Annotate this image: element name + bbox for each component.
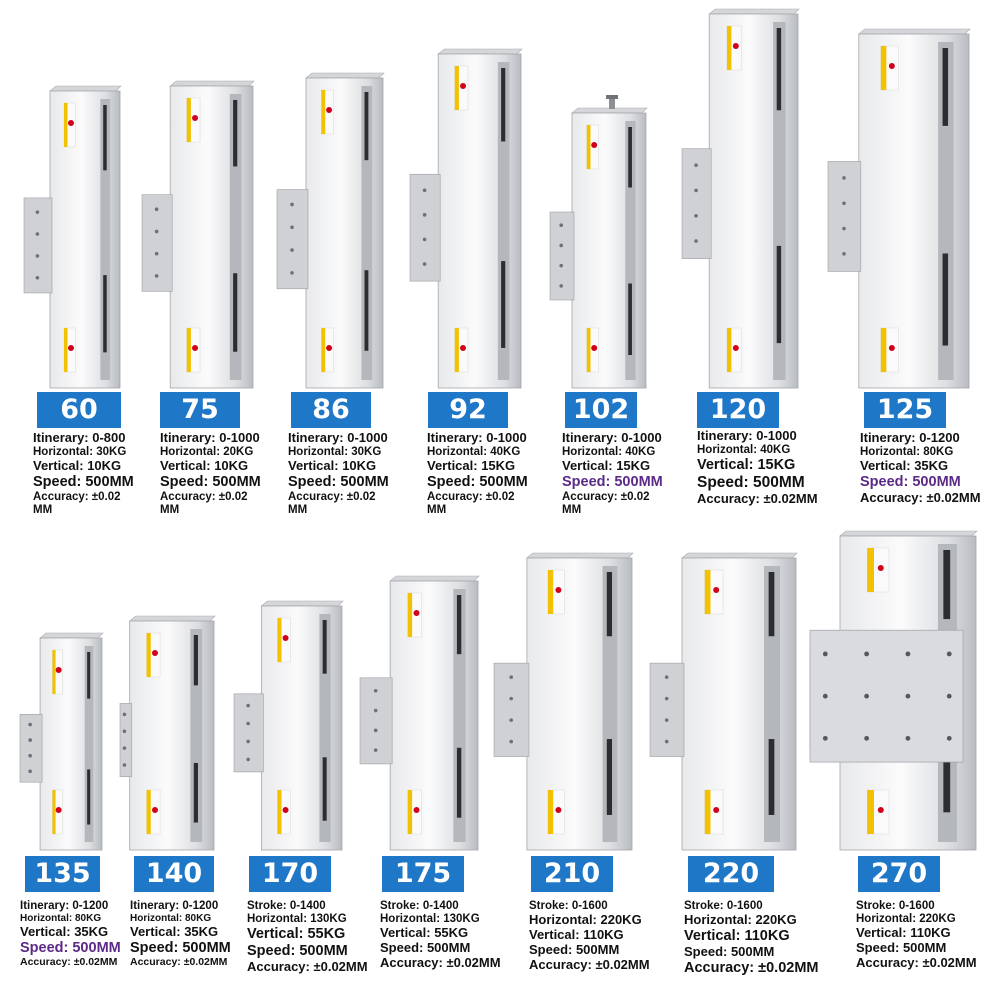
warning-icon: [192, 345, 198, 351]
spec-vertical: Vertical: 35KG: [860, 458, 949, 474]
mount-hole: [423, 238, 427, 242]
spec-horizontal: Horizontal: 130KG: [380, 913, 480, 926]
mount-hole: [28, 738, 32, 742]
mount-hole: [28, 754, 32, 758]
warning-stripe: [64, 328, 68, 372]
mount-hole: [509, 697, 513, 701]
warning-stripe: [64, 103, 68, 147]
warning-stripe: [277, 618, 281, 662]
mount-hole: [36, 210, 40, 214]
mount-hole: [842, 227, 846, 231]
module-top-cap: [438, 49, 522, 54]
warning-icon: [460, 345, 466, 351]
warning-stripe: [408, 790, 412, 834]
spec-speed: Speed: 500MM: [247, 943, 348, 960]
linear-module-drawing: [808, 530, 978, 852]
mount-hole: [155, 252, 159, 256]
warning-icon: [414, 610, 420, 616]
spec-horizontal: Horizontal: 220KG: [529, 912, 642, 928]
spec-horizontal: Horizontal: 40KG: [697, 443, 791, 456]
linear-module-drawing: [408, 48, 523, 390]
mount-hole: [374, 689, 378, 693]
mount-hole: [246, 704, 250, 708]
spec-list: [562, 431, 663, 517]
module-slot: [87, 652, 90, 699]
warning-icon: [733, 43, 739, 49]
mount-hole: [559, 244, 563, 248]
mount-hole: [694, 189, 698, 193]
spec-accuracy: Accuracy: ±0.02MM: [860, 489, 981, 505]
mount-hole: [665, 675, 669, 679]
mount-hole: [36, 276, 40, 280]
spec-vertical: Vertical: 10KG: [160, 458, 249, 474]
mount-hole: [864, 736, 869, 741]
linear-module-image: [18, 632, 104, 852]
warning-stripe: [321, 90, 325, 134]
module-slot: [365, 270, 369, 351]
warning-stripe: [147, 790, 151, 834]
spec-accuracy-unit: MM: [427, 503, 447, 516]
mount-hole: [374, 748, 378, 752]
spec-vertical: Vertical: 110KG: [529, 927, 624, 943]
warning-stripe: [147, 633, 151, 677]
spec-stroke: Stroke: 0-1400: [247, 900, 326, 912]
warning-icon: [591, 345, 597, 351]
warning-icon: [192, 115, 198, 121]
spec-list: [33, 431, 134, 517]
spec-accuracy: Accuracy: ±0.02: [33, 490, 121, 503]
spec-speed: Speed: 500MM: [427, 474, 528, 491]
spec-list: [856, 900, 977, 971]
module-slot: [194, 763, 198, 823]
spec-accuracy: Accuracy: ±0.02MM: [247, 958, 368, 974]
warning-stripe: [455, 328, 459, 372]
spec-list: [130, 900, 231, 968]
warning-icon: [889, 63, 895, 69]
mount-hole: [123, 763, 127, 767]
mount-hole: [559, 223, 563, 227]
spec-horizontal: Horizontal: 130KG: [247, 913, 347, 926]
warning-icon: [460, 83, 466, 89]
spec-list: [20, 900, 121, 968]
spec-speed: Speed: 500MM: [697, 473, 805, 491]
mount-hole: [509, 718, 513, 722]
module-top-cap: [261, 601, 343, 606]
module-slot: [628, 127, 632, 188]
spec-accuracy-unit: MM: [33, 503, 53, 516]
mount-hole: [947, 694, 952, 699]
module-top-cap: [170, 81, 254, 86]
size-badge: 170: [249, 856, 331, 892]
spec-stroke: Stroke: 0-1400: [380, 900, 459, 912]
spec-list: [684, 900, 819, 976]
mount-hole: [906, 736, 911, 741]
mount-hole: [374, 709, 378, 713]
spec-speed: Speed: 500MM: [160, 474, 261, 491]
linear-module-image: [118, 615, 216, 852]
mount-hole: [290, 271, 294, 275]
linear-module-image: [408, 48, 523, 390]
spec-speed: Speed: 500MM: [684, 943, 775, 959]
linear-module-drawing: [18, 632, 104, 852]
warning-icon: [152, 650, 158, 656]
linear-module-image: [140, 80, 255, 390]
module-slot: [323, 757, 327, 820]
module-slot: [501, 261, 505, 348]
mount-hole: [423, 213, 427, 217]
mount-hole: [694, 214, 698, 218]
spec-stroke: Stroke: 0-1600: [684, 900, 763, 912]
spec-speed: Speed: 500MM: [33, 474, 134, 491]
mount-hole: [694, 239, 698, 243]
linear-module-image: [648, 552, 798, 852]
spec-accuracy: Accuracy: ±0.02MM: [856, 955, 977, 971]
warning-icon: [713, 587, 719, 593]
mount-hole: [123, 713, 127, 717]
size-badge: 92: [428, 392, 508, 428]
mount-hole: [155, 207, 159, 211]
warning-icon: [68, 120, 74, 126]
spec-itinerary: Itinerary: 0-1000: [160, 430, 260, 445]
warning-stripe: [727, 328, 731, 372]
module-slot: [607, 572, 612, 636]
spec-horizontal: Horizontal: 40KG: [427, 445, 521, 458]
mount-hole: [694, 163, 698, 167]
linear-module-drawing: [232, 600, 344, 852]
module-top-cap: [390, 576, 479, 581]
mount-hole: [906, 694, 911, 699]
spec-accuracy: Accuracy: ±0.02MM: [697, 490, 818, 506]
mount-hole: [559, 284, 563, 288]
module-slot: [777, 246, 781, 343]
module-top-cap: [50, 86, 121, 91]
warning-icon: [56, 807, 62, 813]
module-slot: [769, 739, 775, 815]
linear-module-drawing: [492, 552, 634, 852]
warning-stripe: [867, 790, 874, 834]
module-slot: [943, 550, 950, 619]
spec-itinerary: Itinerary: 0-1200: [130, 900, 219, 912]
warning-stripe: [727, 26, 731, 70]
warning-icon: [56, 667, 62, 673]
spec-horizontal: Horizontal: 80KG: [860, 445, 954, 458]
module-slot: [457, 748, 461, 818]
linear-module-drawing: [22, 85, 122, 390]
warning-icon: [283, 807, 289, 813]
spec-accuracy: Accuracy: ±0.02MM: [20, 956, 118, 969]
warning-stripe: [455, 66, 459, 110]
spec-horizontal: Horizontal: 40KG: [562, 445, 656, 458]
linear-module-image: [275, 72, 385, 390]
mount-hole: [423, 262, 427, 266]
spec-speed: Speed: 500MM: [856, 940, 947, 956]
spec-speed: Speed: 500MM: [529, 942, 620, 958]
warning-icon: [68, 345, 74, 351]
mount-hole: [28, 723, 32, 727]
warning-icon: [555, 807, 561, 813]
warning-icon: [283, 635, 289, 641]
spec-horizontal: Horizontal: 30KG: [288, 445, 382, 458]
size-badge: 210: [531, 856, 613, 892]
mount-hole: [864, 652, 869, 657]
module-top-cap: [682, 553, 797, 558]
warning-stripe: [867, 548, 874, 592]
mount-hole: [823, 694, 828, 699]
warning-icon: [414, 807, 420, 813]
spec-accuracy: Accuracy: ±0.02: [427, 490, 515, 503]
warning-icon: [878, 565, 884, 571]
warning-icon: [152, 807, 158, 813]
size-badge: 140: [134, 856, 214, 892]
spec-vertical: Vertical: 15KG: [697, 457, 796, 474]
warning-stripe: [705, 570, 711, 614]
mount-hole: [559, 264, 563, 268]
spec-vertical: Vertical: 10KG: [288, 458, 377, 474]
spec-accuracy: Accuracy: ±0.02: [562, 490, 650, 503]
mount-hole: [36, 232, 40, 236]
mount-hole: [665, 718, 669, 722]
module-slot: [457, 595, 461, 654]
module-slot: [501, 68, 505, 141]
linear-module-image: [808, 530, 978, 852]
linear-module-drawing: [275, 72, 385, 390]
mount-hole: [246, 758, 250, 762]
mount-hole: [906, 652, 911, 657]
linear-module-image: [358, 575, 480, 852]
module-slot: [103, 105, 107, 170]
mount-hole: [246, 722, 250, 726]
module-slot: [365, 92, 369, 160]
mount-hole: [509, 675, 513, 679]
spec-vertical: Vertical: 10KG: [33, 458, 122, 474]
warning-stripe: [548, 570, 553, 614]
spec-accuracy: Accuracy: ±0.02: [288, 490, 376, 503]
size-badge: 102: [565, 392, 637, 428]
warning-stripe: [881, 328, 887, 372]
mount-hole: [509, 740, 513, 744]
warning-stripe: [321, 328, 325, 372]
size-badge: 135: [25, 856, 100, 892]
mount-hole: [290, 203, 294, 207]
mount-hole: [155, 274, 159, 278]
spec-speed: Speed: 500MM: [130, 939, 231, 956]
linear-module-drawing: [648, 552, 798, 852]
mount-hole: [842, 201, 846, 205]
spec-itinerary: Itinerary: 0-1000: [427, 430, 527, 445]
module-slot: [777, 28, 781, 110]
mount-hole: [290, 225, 294, 229]
mount-hole: [823, 652, 828, 657]
module-top-cap: [40, 633, 103, 638]
spec-vertical: Vertical: 110KG: [856, 925, 951, 941]
spec-vertical: Vertical: 15KG: [427, 458, 516, 474]
warning-icon: [889, 345, 895, 351]
size-badge: 60: [37, 392, 121, 428]
module-slot: [943, 253, 949, 345]
module-slot: [943, 48, 949, 126]
module-slot: [194, 635, 198, 685]
module-top-cap: [306, 73, 384, 78]
spec-stroke: Stroke: 0-1600: [529, 900, 608, 912]
module-top-cap: [859, 29, 970, 34]
module-slot: [87, 769, 90, 824]
warning-stripe: [187, 328, 191, 372]
size-badge: 270: [858, 856, 940, 892]
spec-accuracy: Accuracy: ±0.02MM: [684, 959, 819, 976]
mount-hole: [947, 652, 952, 657]
spec-vertical: Vertical: 35KG: [20, 923, 109, 939]
mount-hole: [823, 736, 828, 741]
spec-vertical: Vertical: 55KG: [380, 925, 469, 941]
linear-module-drawing: [826, 28, 971, 390]
spec-accuracy: Accuracy: ±0.02MM: [529, 957, 650, 973]
spec-accuracy-unit: MM: [288, 503, 308, 516]
linear-module-drawing: [358, 575, 480, 852]
mount-hole: [864, 694, 869, 699]
linear-module-image: [548, 95, 648, 390]
spec-accuracy: Accuracy: ±0.02MM: [380, 955, 501, 971]
spec-itinerary: Itinerary: 0-1000: [288, 430, 388, 445]
carriage-top-plate: [810, 630, 963, 762]
mount-hole: [665, 740, 669, 744]
warning-icon: [555, 587, 561, 593]
warning-stripe: [408, 593, 412, 637]
module-slot: [323, 620, 327, 674]
linear-module-image: [680, 8, 800, 390]
spec-vertical: Vertical: 55KG: [247, 926, 346, 943]
spec-speed: Speed: 500MM: [380, 940, 471, 956]
spec-horizontal: Horizontal: 30KG: [33, 445, 127, 458]
spec-list: [380, 900, 501, 971]
motor-cap: [606, 95, 618, 99]
module-top-cap: [709, 9, 799, 14]
spec-speed: Speed: 500MM: [860, 474, 961, 491]
spec-list: [427, 431, 528, 517]
size-badge: 125: [864, 392, 946, 428]
mount-hole: [123, 729, 127, 733]
spec-accuracy-unit: MM: [562, 503, 582, 516]
spec-itinerary: Itinerary: 0-1000: [562, 430, 662, 445]
spec-speed: Speed: 500MM: [288, 474, 389, 491]
spec-list: [288, 431, 389, 517]
spec-horizontal: Horizontal: 80KG: [20, 913, 102, 925]
mount-hole: [842, 252, 846, 256]
warning-icon: [326, 107, 332, 113]
mount-hole: [155, 230, 159, 234]
warning-stripe: [881, 46, 887, 90]
module-top-cap: [527, 553, 633, 558]
linear-module-drawing: [140, 80, 255, 390]
size-badge: 86: [291, 392, 371, 428]
size-badge: 120: [697, 392, 779, 428]
warning-stripe: [705, 790, 711, 834]
warning-stripe: [587, 125, 591, 169]
mount-hole: [290, 248, 294, 252]
warning-stripe: [587, 328, 591, 372]
spec-vertical: Vertical: 15KG: [562, 458, 651, 474]
spec-stroke: Stroke: 0-1600: [856, 900, 935, 912]
spec-speed: Speed: 500MM: [562, 474, 663, 491]
spec-list: [529, 900, 650, 973]
spec-horizontal: Horizontal: 220KG: [856, 913, 956, 926]
module-slot: [607, 739, 612, 815]
spec-accuracy: Accuracy: ±0.02MM: [130, 956, 228, 969]
spec-list: [697, 429, 818, 507]
spec-itinerary: Itinerary: 0-1200: [20, 900, 109, 912]
spec-vertical: Vertical: 35KG: [130, 923, 219, 939]
mount-hole: [423, 188, 427, 192]
warning-icon: [733, 345, 739, 351]
spec-horizontal: Horizontal: 220KG: [684, 912, 797, 928]
module-top-cap: [840, 531, 977, 536]
linear-module-image: [232, 600, 344, 852]
module-slot: [233, 273, 237, 352]
spec-itinerary: Itinerary: 0-1000: [697, 428, 797, 443]
mount-hole: [374, 729, 378, 733]
spec-speed: Speed: 500MM: [20, 939, 121, 956]
spec-itinerary: Itinerary: 0-1200: [860, 430, 960, 445]
warning-stripe: [187, 98, 191, 142]
mount-hole: [246, 740, 250, 744]
mount-hole: [665, 697, 669, 701]
mount-hole: [123, 746, 127, 750]
linear-module-image: [492, 552, 634, 852]
module-slot: [103, 275, 107, 352]
warning-stripe: [277, 790, 281, 834]
size-badge: 75: [160, 392, 240, 428]
linear-module-drawing: [548, 95, 648, 390]
warning-stripe: [52, 790, 55, 834]
warning-icon: [878, 807, 884, 813]
module-top-cap: [130, 616, 215, 621]
warning-icon: [591, 142, 597, 148]
module-slot: [628, 284, 632, 356]
spec-list: [247, 900, 368, 975]
module-slot: [769, 572, 775, 636]
size-badge: 220: [688, 856, 774, 892]
spec-accuracy: Accuracy: ±0.02: [160, 490, 248, 503]
spec-horizontal: Horizontal: 80KG: [130, 913, 212, 925]
mount-hole: [947, 736, 952, 741]
spec-list: [160, 431, 261, 517]
spec-accuracy-unit: MM: [160, 503, 180, 516]
linear-module-drawing: [680, 8, 800, 390]
spec-itinerary: Itinerary: 0-800: [33, 430, 126, 445]
linear-module-image: [826, 28, 971, 390]
mount-hole: [28, 770, 32, 774]
size-badge: 175: [382, 856, 464, 892]
warning-icon: [326, 345, 332, 351]
mount-hole: [842, 176, 846, 180]
warning-icon: [713, 807, 719, 813]
warning-stripe: [548, 790, 553, 834]
linear-module-image: [22, 85, 122, 390]
linear-module-drawing: [118, 615, 216, 852]
mount-hole: [36, 254, 40, 258]
warning-stripe: [52, 650, 55, 694]
spec-vertical: Vertical: 110KG: [684, 928, 790, 945]
module-slot: [233, 100, 237, 166]
spec-list: [860, 431, 981, 506]
spec-horizontal: Horizontal: 20KG: [160, 445, 254, 458]
